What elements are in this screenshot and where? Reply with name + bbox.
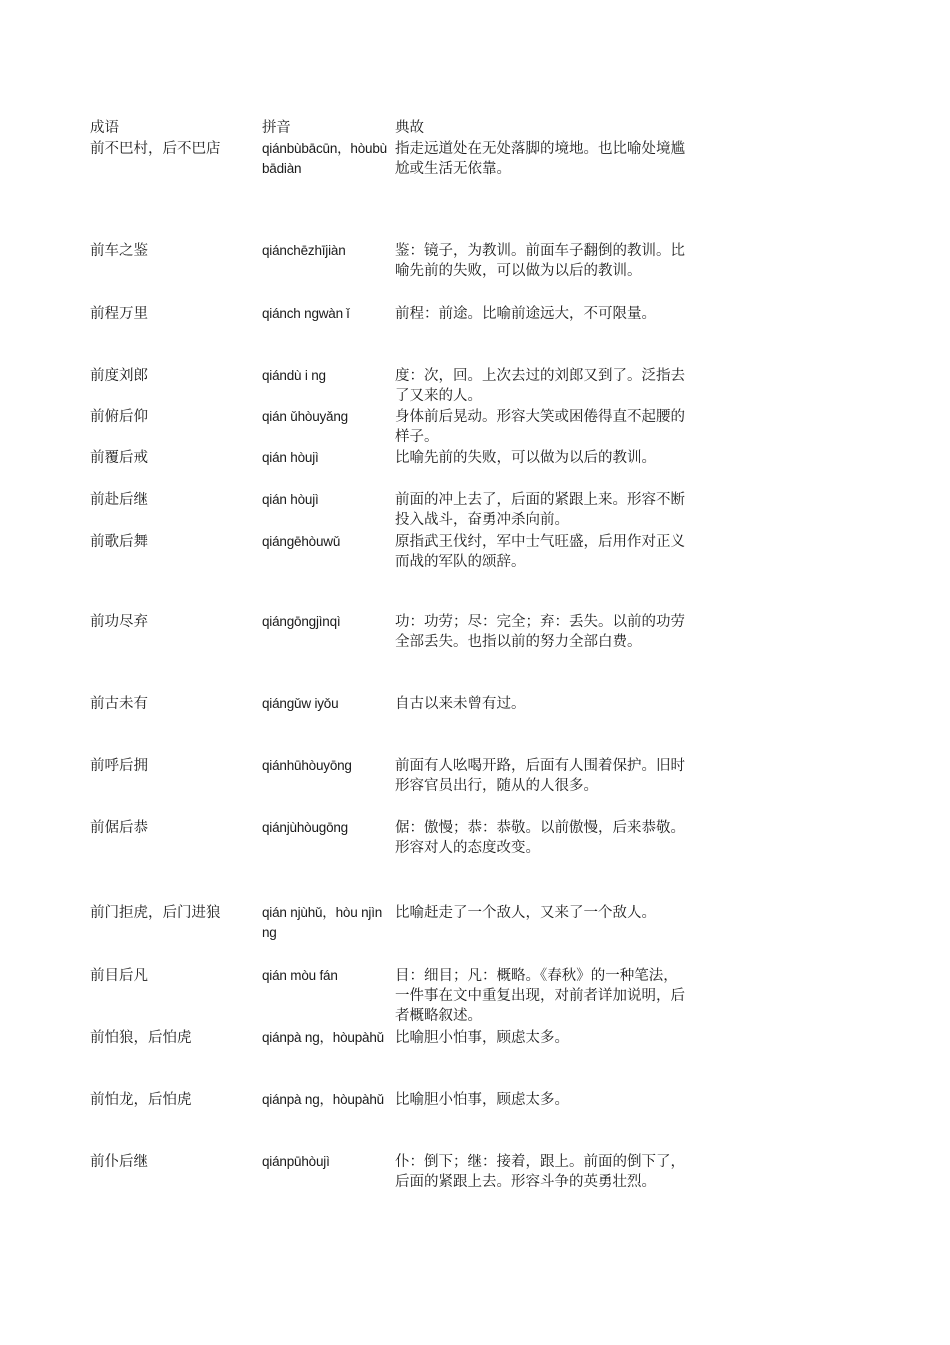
- meaning-cell: 比喻先前的失败，可以做为以后的教训。: [395, 450, 656, 466]
- idiom-cell: 前度刘郎: [90, 368, 148, 384]
- pinyin-cell: qiánpà ng，hòupàhǔ: [262, 1092, 384, 1107]
- pinyin-cell: qiánch ngwàn ǐ: [262, 306, 350, 321]
- pinyin-cell: qiánpà ng，hòupàhǔ: [262, 1030, 384, 1045]
- meaning-cell: 自古以来未曾有过。: [395, 696, 526, 712]
- meaning-cell: 身体前后晃动。形容大笑或困倦得直不起腰的样子。: [395, 409, 685, 445]
- idiom-cell: 前赴后继: [90, 492, 148, 508]
- idiom-cell: 前怕狼，后怕虎: [90, 1030, 192, 1046]
- meaning-cell: 比喻赶走了一个敌人，又来了一个敌人。: [395, 905, 656, 921]
- meaning-cell: 鉴：镜子，为教训。前面车子翻倒的教训。比喻先前的失败，可以做为以后的教训。: [395, 243, 685, 279]
- meaning-cell: 前面的冲上去了，后面的紧跟上来。形容不断投入战斗，奋勇冲杀向前。: [395, 492, 685, 528]
- meaning-cell: 原指武王伐纣，军中士气旺盛，后用作对正义而战的军队的颂辞。: [395, 534, 685, 570]
- idiom-cell: 前门拒虎，后门进狼: [90, 905, 221, 921]
- meaning-cell: 倨：傲慢；恭：恭敬。以前傲慢，后来恭敬。形容对人的态度改变。: [395, 820, 685, 856]
- idiom-cell: 前车之鉴: [90, 243, 148, 259]
- idiom-cell: 前呼后拥: [90, 758, 148, 774]
- idiom-cell: 前俯后仰: [90, 409, 148, 425]
- meaning-cell: 前面有人吆喝开路，后面有人围着保护。旧时形容官员出行，随从的人很多。: [395, 758, 685, 794]
- meaning-cell: 比喻胆小怕事，顾虑太多。: [395, 1030, 569, 1046]
- pinyin-cell: qiándù i ng: [262, 368, 326, 383]
- idiom-cell: 前不巴村，后不巴店: [90, 141, 221, 157]
- pinyin-cell: qiánjùhòugōng: [262, 820, 348, 835]
- pinyin-cell: qiángēhòuwǔ: [262, 534, 341, 549]
- meaning-cell: 指走远道处在无处落脚的境地。也比喻处境尴尬或生活无依靠。: [395, 141, 685, 177]
- header-pinyin: 拼音: [262, 120, 291, 136]
- meaning-cell: 功：功劳；尽：完全；弃：丢失。以前的功劳全部丢失。也指以前的努力全部白费。: [395, 614, 685, 650]
- idiom-cell: 前功尽弃: [90, 614, 148, 630]
- meaning-cell: 度：次，回。上次去过的刘郎又到了。泛指去了又来的人。: [395, 368, 685, 404]
- idiom-cell: 前倨后恭: [90, 820, 148, 836]
- pinyin-cell: qián ǔhòuyǎng: [262, 409, 348, 424]
- idiom-cell: 前古未有: [90, 696, 148, 712]
- idiom-cell: 前怕龙，后怕虎: [90, 1092, 192, 1108]
- idiom-cell: 前覆后戒: [90, 450, 148, 466]
- pinyin-cell: qián hòujì: [262, 492, 319, 507]
- meaning-cell: 比喻胆小怕事，顾虑太多。: [395, 1092, 569, 1108]
- pinyin-cell: qián mòu fán: [262, 968, 338, 983]
- pinyin-cell: qián njùhǔ，hòu njìn ng: [262, 905, 383, 940]
- pinyin-cell: qián hòujì: [262, 450, 319, 465]
- meaning-cell: 仆：倒下；继：接着，跟上。前面的倒下了，后面的紧跟上去。形容斗争的英勇壮烈。: [395, 1154, 685, 1190]
- idiom-cell: 前仆后继: [90, 1154, 148, 1170]
- idiom-cell: 前目后凡: [90, 968, 148, 984]
- idiom-cell: 前程万里: [90, 306, 148, 322]
- meaning-cell: 目：细目；凡：概略。《春秋》的一种笔法，一件事在文中重复出现，对前者详加说明，后者概略叙述。: [395, 968, 685, 1024]
- header-idiom: 成语: [90, 120, 119, 136]
- idiom-cell: 前歌后舞: [90, 534, 148, 550]
- pinyin-cell: qiánchēzhījiàn: [262, 243, 346, 258]
- meaning-cell: 前程：前途。比喻前途远大，不可限量。: [395, 306, 656, 322]
- header-meaning: 典故: [395, 120, 424, 136]
- pinyin-cell: qiánhūhòuyōng: [262, 758, 352, 773]
- pinyin-cell: qiánbùbācūn，hòubùbādiàn: [262, 141, 387, 176]
- pinyin-cell: qiángōngjìnqì: [262, 614, 341, 629]
- table-header: [90, 118, 690, 140]
- pinyin-cell: qiángǔw iyǒu: [262, 696, 339, 711]
- pinyin-cell: qiánpūhòujì: [262, 1154, 330, 1169]
